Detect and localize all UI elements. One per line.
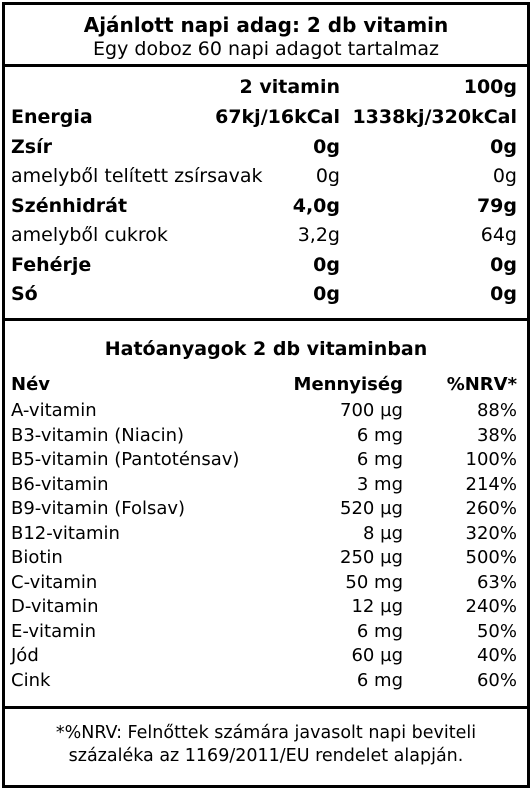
divider (5, 64, 527, 67)
ingredient-nrv: 60% (476, 669, 517, 691)
nutrient-value-per-serving: 67kj/16kCal (215, 106, 340, 128)
ingredient-nrv: 40% (476, 645, 517, 666)
nutrient-value-per-serving: 3,2g (297, 224, 340, 246)
ingredient-amount: 250 µg (340, 547, 403, 568)
nutrient-value-per-100g: 79g (476, 194, 517, 217)
nutrient-value-per-100g: 0g (492, 165, 517, 187)
ingredient-nrv: 260% (465, 498, 517, 519)
ingredient-name: E-vitamin (11, 620, 97, 642)
ingredient-name: B5-vitamin (Pantoténsav) (11, 449, 240, 470)
ingredients-title: Hatóanyagok 2 db vitaminban (104, 338, 428, 360)
ingredient-amount: 520 µg (340, 498, 403, 519)
ingredient-nrv: 88% (476, 400, 517, 421)
ingredient-amount: 6 mg (356, 620, 403, 642)
ingredient-amount: 6 mg (356, 669, 403, 691)
serving-title: Ajánlott napi adag: 2 db vitamin (83, 13, 449, 37)
ingredient-name: B6-vitamin (11, 473, 109, 495)
ingredient-name: A-vitamin (11, 400, 97, 421)
ingredient-nrv: 100% (465, 449, 517, 470)
nutrition-label (2, 2, 530, 788)
ingredient-amount: 8 µg (362, 522, 403, 544)
nutrient-label: Fehérje (11, 253, 92, 276)
nutrient-value-per-serving: 0g (313, 253, 340, 276)
nutrient-value-per-100g: 0g (490, 135, 517, 158)
ingredient-nrv: 63% (476, 571, 517, 593)
column-header-per-serving: 2 vitamin (239, 76, 340, 98)
divider (5, 318, 527, 321)
ingredient-amount: 60 µg (351, 645, 403, 666)
serving-subtitle: Egy doboz 60 napi adagot tartalmaz (93, 38, 439, 60)
ingredient-name: B12-vitamin (11, 522, 120, 544)
ingredient-nrv: 240% (465, 596, 517, 617)
nutrient-label: Szénhidrát (11, 194, 128, 217)
column-header-name: Név (11, 374, 51, 395)
ingredient-name: Biotin (11, 547, 63, 568)
ingredient-nrv: 38% (476, 424, 517, 446)
nutrient-value-per-100g: 1338kj/320kCal (352, 106, 517, 128)
nutrient-value-per-100g: 0g (490, 253, 517, 276)
nutrient-value-per-serving: 0g (313, 135, 340, 158)
footnote-line-1: *%NRV: Felnőttek számára javasolt napi beviteli (55, 723, 477, 743)
ingredient-amount: 3 mg (356, 473, 403, 495)
ingredient-nrv: 500% (465, 547, 517, 568)
ingredient-amount: 700 µg (340, 400, 403, 421)
nutrient-value-per-100g: 0g (490, 283, 517, 305)
ingredient-name: Cink (11, 669, 51, 691)
ingredient-amount: 12 µg (351, 596, 403, 617)
column-header-amount: Mennyiség (293, 374, 403, 395)
ingredient-amount: 6 mg (356, 449, 403, 470)
column-header-nrv: %NRV* (446, 374, 517, 395)
nutrient-label: Energia (11, 106, 93, 128)
ingredient-nrv: 50% (476, 620, 517, 642)
nutrient-value-per-serving: 0g (313, 283, 340, 305)
nutrient-label: amelyből telített zsírsavak (11, 165, 263, 187)
ingredient-amount: 6 mg (356, 424, 403, 446)
nutrient-value-per-serving: 0g (315, 165, 340, 187)
ingredient-name: Jód (11, 645, 39, 666)
nutrient-label: amelyből cukrok (11, 224, 168, 246)
ingredient-name: D-vitamin (11, 596, 99, 617)
ingredient-name: C-vitamin (11, 571, 98, 593)
nutrient-value-per-100g: 64g (480, 224, 517, 246)
ingredient-amount: 50 mg (345, 571, 403, 593)
divider (5, 706, 527, 709)
column-header-per-100g: 100g (463, 76, 517, 98)
nutrient-label: Só (11, 283, 38, 305)
ingredient-name: B3-vitamin (Niacin) (11, 424, 185, 446)
ingredient-name: B9-vitamin (Folsav) (11, 498, 186, 519)
ingredient-nrv: 320% (465, 522, 517, 544)
nutrient-value-per-serving: 4,0g (292, 194, 340, 217)
footnote-line-2: százaléka az 1169/2011/EU rendelet alapján. (68, 746, 464, 766)
nutrient-label: Zsír (11, 135, 52, 158)
ingredient-nrv: 214% (465, 473, 517, 495)
